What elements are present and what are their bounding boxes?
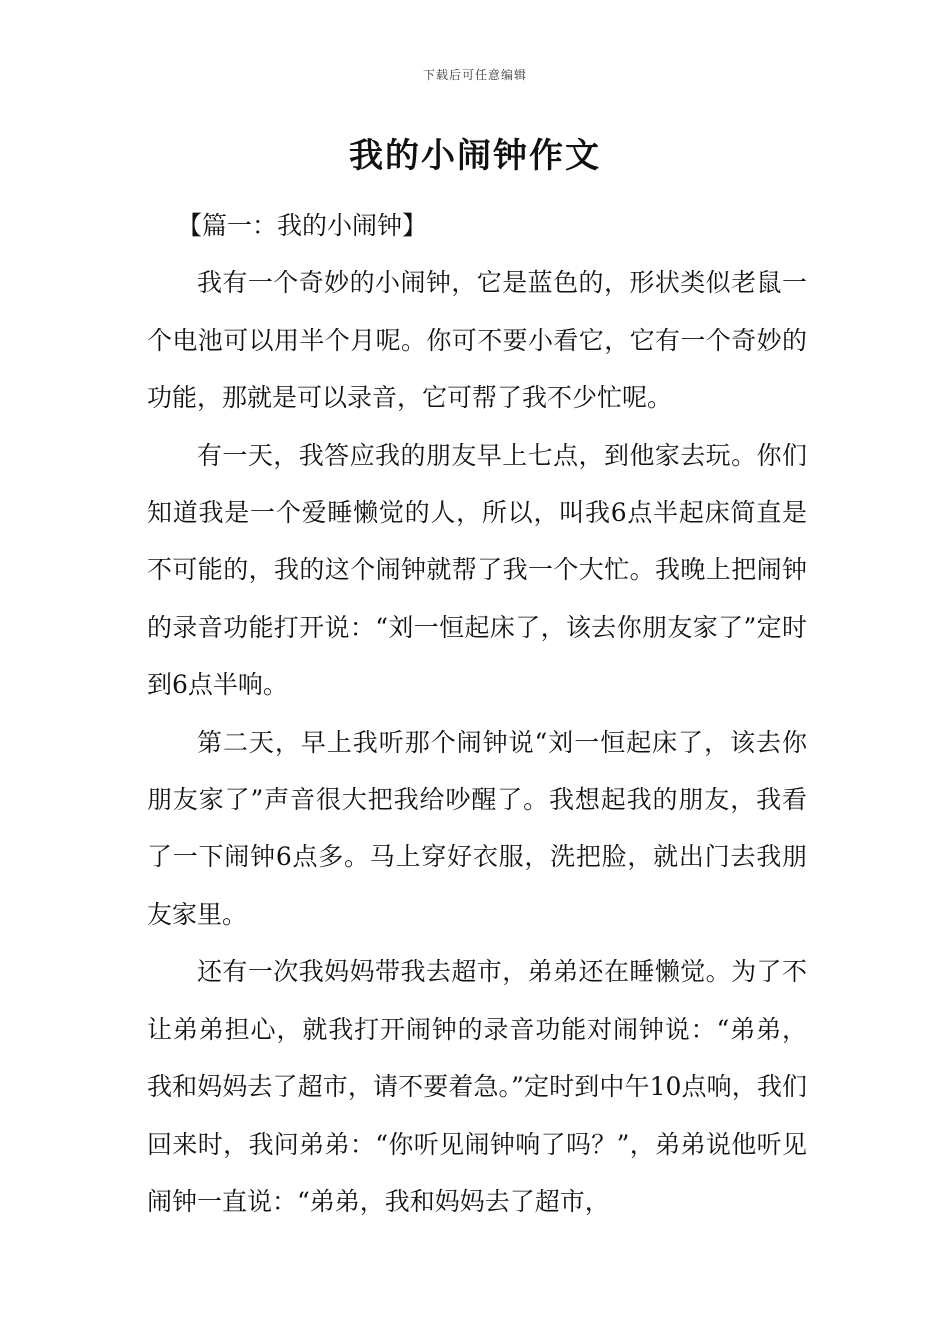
paragraph-3: 第二天，早上我听那个闹钟说“刘一恒起床了，该去你朋友家了”声音很大把我给吵醒了。我想起我的朋友，我看了一下闹钟6点多。马上穿好衣服，洗把脸，就出门去我朋友家里。 <box>147 727 807 929</box>
document-body <box>147 197 807 1230</box>
paragraph-1: 我有一个奇妙的小闹钟，它是蓝色的，形状类似老鼠一个电池可以用半个月呢。你可不要小看它，它有一个奇妙的功能，那就是可以录音，它可帮了我不少忙呢。 <box>147 268 807 413</box>
header-note: 下载后可任意编辑 <box>422 68 527 82</box>
paragraph-2: 有一天，我答应我的朋友早上七点，到他家去玩。你们知道我是一个爱睡懒觉的人，所以，叫我6点半起床简直是不可能的，我的这个闹钟就帮了我一个大忙。我晚上把闹钟的录音功能打开说：“刘一恒起床了，该去你朋友家了”定时到6点半响。 <box>147 440 807 700</box>
page-title: 我的小闹钟作文 <box>349 136 601 176</box>
section-heading: 【篇一：我的小闹钟】 <box>177 211 428 240</box>
paragraph-4: 还有一次我妈妈带我去超市，弟弟还在睡懒觉。为了不让弟弟担心，就我打开闹钟的录音功能对闹钟说：“弟弟，我和妈妈去了超市，请不要着急。”定时到中午10点响，我们回来时，我问弟弟：“你听见闹钟响了吗？”，弟弟说他听见闹钟一直说：“弟弟，我和妈妈去了超市， <box>147 957 807 1216</box>
